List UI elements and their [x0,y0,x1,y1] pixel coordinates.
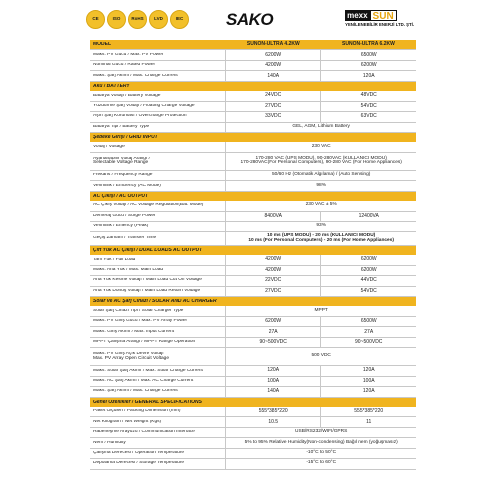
value-model-a: 27A [225,327,321,336]
row-label-line: Max. PV Array Open Circuit Voltage [93,355,169,361]
table-row [90,338,416,348]
section-header-row [90,82,416,91]
value-model-b: 63VDC [320,112,416,121]
row-label-line: Geçiş Zamanı / Transfer Time [93,236,157,241]
value-shared-line: 93% [316,223,326,229]
value-shared-line: -10°C to 50°C [306,450,337,456]
table-row [90,50,416,60]
value-model-b: 27A [320,327,416,336]
row-label-line: Nominal Gücü / Rated Power [93,63,156,68]
table-row [90,201,416,211]
table-row [90,417,416,427]
table-row [90,71,416,81]
row-label [90,63,225,68]
row-label [90,224,225,229]
row-label [90,214,225,219]
table-header-row [90,40,416,50]
value-model-a: 27VDC [225,102,321,111]
value-model-a: 140A [225,71,321,80]
row-label-line: Frekans / Frequency Range [93,173,153,178]
row-label-line: Haberleşme Arayüzü / Communication Interface [93,430,195,435]
value-model-a: 90~500VDC [225,338,321,347]
section-header-row [90,192,416,201]
value-shared [225,171,416,180]
row-label-line: Voltaj / Voltage [93,144,125,149]
row-label [90,289,225,294]
value-shared [225,438,416,447]
table-body [90,50,416,469]
value-shared-line: GEL, AGM, Lithium Battery [292,123,350,129]
cert-badge-icon: LVD [149,10,168,29]
value-model-b: 54VDC [320,102,416,111]
row-label [90,278,225,283]
row-label-line: Maks. Solar Şarj Akımı / Max. Solar Charge Current [93,368,203,373]
table-row [90,348,416,366]
value-model-b: 44VDC [320,276,416,285]
table-row [90,306,416,316]
row-label-line: MPPT Çalışma Aralığı / MPPT Range Operation [93,340,196,345]
row-label [90,74,225,79]
row-label [90,420,225,425]
row-label [90,173,225,178]
value-model-b: 120A [320,71,416,80]
value-model-b: 100A [320,377,416,386]
value-shared [225,428,416,437]
table-row [90,153,416,171]
table-row [90,366,416,376]
row-label-line: Ana Yük Dönüş Voltajı / Main Load Return Voltage [93,288,201,293]
row-label [90,157,225,167]
value-shared [225,123,416,132]
row-label [90,461,225,466]
table-row [90,407,416,417]
table-row [90,266,416,276]
value-model-b: 90~500VDC [320,338,416,347]
table-row [90,459,416,469]
row-label-line: Maks. Giriş Akımı / Max. Input Current [93,329,175,334]
value-shared [225,201,416,210]
row-label [90,53,225,58]
row-label-line: Batarya Tipi / Battery Type [93,124,150,129]
value-model-a: 22VDC [225,276,321,285]
value-model-a: 6200W [225,317,321,326]
value-model-a: 4200W [225,61,321,70]
row-label [90,369,225,374]
value-model-b: 48VDC [320,91,416,100]
value-model-b: 555*385*220 [320,407,416,416]
cert-badge-icon: RoHS [128,10,147,29]
row-label [90,430,225,435]
row-label [90,352,225,362]
table-row [90,181,416,191]
header-model-b: SUNON-ULTRA 6.2KW [342,41,395,48]
value-model-a: 10.5 [225,417,321,426]
row-label-line: Verimlilik / Effiency (Peak) [93,224,149,229]
table-row [90,377,416,387]
row-label [90,309,225,314]
row-label [90,319,225,324]
row-label-line: Paket Ölçüleri / Packing Dimension (mm) [93,409,181,414]
spec-table [90,40,416,470]
value-model-a: 555*385*220 [225,407,321,416]
section-title: Şebeke Girişi / GRID INPUT [93,135,158,141]
row-label-line: Maks. PV Giriş Gücü / Max. PV Array Power [93,319,188,324]
row-label-line: Ana Yük Kesme Voltajı / Main Load Cut Off Voltage [93,278,202,283]
cert-badge-icon: IEC [170,10,189,29]
table-row [90,232,416,245]
table-row [90,112,416,122]
table-row [90,212,416,222]
value-shared-line: 98% [316,182,326,188]
value-shared-line: 170-280VAC(For Personal Computers), 90-280 VAC (For Home Appliances) [240,160,402,166]
row-label-line: Maks. Şarj Akımı / Max. Charge Current [93,389,178,394]
value-shared [225,449,416,458]
row-label [90,94,225,99]
row-label [90,340,225,345]
section-header-row [90,133,416,142]
value-model-b: 6200W [320,61,416,70]
section-title: Akü / BATTERY [93,83,130,89]
value-shared [225,232,416,244]
sheet-header [86,4,416,38]
value-shared-line: 10 ms (UPS MODU) - 20 ms (KULLANICI MODU) [267,232,376,238]
value-shared [225,348,416,365]
row-label [90,104,225,109]
section-header-row [90,398,416,407]
table-row [90,102,416,112]
value-model-b: 11 [320,417,416,426]
section-title: Çift Yük AC Çıkışı / DUAL LOADS AC OUTPUT [93,248,203,254]
partner-logo-mexxsun [345,10,414,27]
row-label [90,451,225,456]
table-row [90,438,416,448]
row-label [90,203,225,208]
value-shared-line: 170-280 VAC (UPS MODU), 90-280VAC (KULLANICI MODU) [255,155,387,161]
partner-subtitle: YENİLENEBİLİR ENERJİ LTD. ŞTİ. [345,22,414,27]
value-shared-line: 5% to 95% Relative Humidity(Non-condensing) Bağıl nem (yoğuşmasız) [244,439,398,445]
table-row [90,327,416,337]
row-label [90,330,225,335]
certification-badges [86,10,189,29]
row-label [90,379,225,384]
value-shared [225,306,416,315]
row-label [90,114,225,119]
value-model-b: 120A [320,387,416,396]
value-shared-line: -15°C to 60°C [306,460,337,466]
row-label-line: Maks. AC Şarj Akımı / Max. AC Charge Current [93,378,194,383]
row-label-line: Verimlilik / Efficiency (AC Mode) [93,183,161,188]
row-label-line: Maks. Şarj Akımı / Max. Charge Current [93,73,178,78]
value-shared-line: USB/RS232/WIFI/GPRS [295,429,348,435]
row-label-line: Depolama Derecesi / Storage Temperature [93,461,185,466]
value-shared [225,459,416,468]
row-label [90,409,225,414]
section-title: AC Çıkışı / AC OUTPUT [93,193,149,199]
row-label-line: Çalışma Derecesi / Operation Temperature [93,451,185,456]
value-shared-line: 230 VAC ± 5% [305,202,337,208]
row-label-line: Maks. PV Gücü / Max. PV Power [93,52,164,57]
value-shared-line: 10 ms (For Personal Computers) - 20 ms (For Home Appliances) [248,237,394,243]
row-label-line: Nem / Humidity [93,440,126,445]
row-label-line: Solar Şarj Cihazı Tipi / Solar Charger Type [93,308,184,313]
header-model-a: SUNON-ULTRA 4.2KW [246,41,300,48]
value-model-b: 120A [320,366,416,375]
brand-logo-sako: SAKO [226,10,274,29]
row-label [90,184,225,189]
value-shared [225,153,416,170]
partner-logo-mexx: mexx [347,11,368,20]
value-model-b: 6200W [320,266,416,275]
section-title: Genel Özellikler / GENERAL SPECIFICATIONS [93,399,203,405]
row-label-line: Yüzdürme Şarj Voltajı / Floating Charge Voltage [93,103,195,108]
value-model-a: 100A [225,377,321,386]
value-model-a: 27VDC [225,287,321,296]
value-model-a: 4200W [225,266,321,275]
table-row [90,449,416,459]
value-shared [225,181,416,190]
value-shared [225,222,416,231]
value-model-a: 140A [225,387,321,396]
value-shared-line: 50/60 Hz (Otomatik Algılama) / (Auto Sensing) [271,172,371,178]
row-label [90,125,225,130]
table-row [90,387,416,397]
section-header-row [90,297,416,306]
table-row [90,428,416,438]
row-label [90,268,225,273]
row-label [90,389,225,394]
value-shared-line: 230 VAC [311,143,331,149]
table-row [90,276,416,286]
value-model-b: 6200W [320,255,416,264]
row-label-line: Selectable Voltage Range [93,160,149,166]
row-label [90,236,225,241]
row-label-line: Net Kilogram / Net Weight (Kgs) [93,419,162,424]
value-model-a: 4200W [225,255,321,264]
section-header-row [90,246,416,255]
cert-badge-icon: ISO [107,10,126,29]
value-model-a: 8400VA [225,212,321,221]
row-label-line: AC Çıkış Voltajı / AC Voltage Regulation(Bat. Mode) [93,203,204,208]
partner-logo-sun: SUN [370,10,397,21]
table-row [90,171,416,181]
table-row [90,91,416,101]
table-row [90,287,416,297]
header-model-label: MODEL [93,42,112,48]
row-label-line: Maks. PV Giriş Açık Devre Voltajı [93,351,164,356]
row-label-line: Demeraj Gücü / Surge Power [93,213,156,218]
value-model-a: 24VDC [225,91,321,100]
row-label-line: Tam Yük / Full Load [93,257,136,262]
table-row [90,317,416,327]
table-row [90,222,416,232]
row-label-line: Batarya Voltajı / Battery Voltage [93,93,161,98]
value-model-a: 120A [225,366,321,375]
table-row [90,123,416,133]
cert-badge-icon: CE [86,10,105,29]
row-label-line: Aşırı Şarj Koruması / Overcharge Protection [93,114,187,119]
section-title: Solar ve AC Şarj Cihazı / SOLAR AND AC CHARGER [93,299,217,305]
row-label [90,145,225,150]
value-shared-line: 500 VDC [311,353,331,359]
row-label [90,258,225,263]
row-label-line: Ayarlanabilir Voltaj Aralığı / [93,156,150,161]
value-model-a: 6200W [225,50,321,59]
value-model-b: 6500W [320,317,416,326]
table-row [90,61,416,71]
value-shared [225,142,416,151]
row-label [90,441,225,446]
value-model-a: 33VDC [225,112,321,121]
value-model-b: 54VDC [320,287,416,296]
value-shared-line: MPPT [314,307,328,313]
value-model-b: 6500W [320,50,416,59]
row-label-line: Maks. Ana Yük / Max. Main Load [93,268,164,273]
table-row [90,255,416,265]
table-row [90,142,416,152]
value-model-b: 12400VA [320,212,416,221]
